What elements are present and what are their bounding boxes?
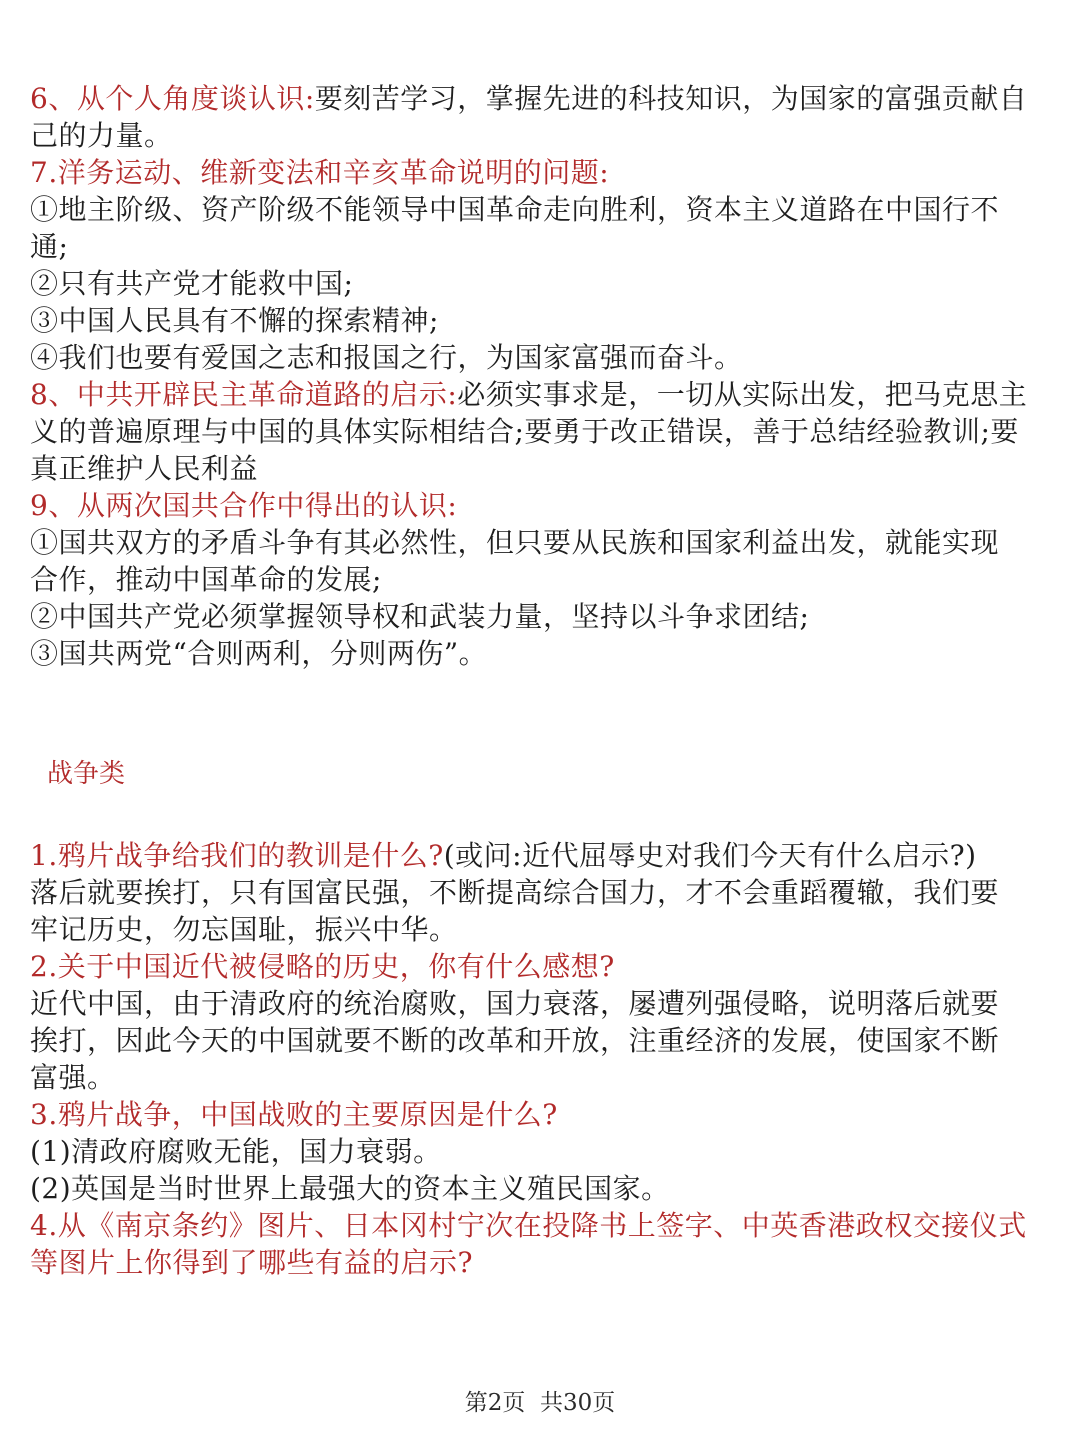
w1-answer-line: 牢记历史，勿忘国耻，振兴中华。 bbox=[30, 913, 458, 946]
q9-item-line: 合作，推动中国革命的发展; bbox=[30, 563, 382, 596]
q7-item-line: ④我们也要有爱国之志和报国之行，为国家富强而奋斗。 bbox=[30, 341, 743, 374]
spacer bbox=[30, 793, 1044, 837]
q6-line-2: 己的力量。 bbox=[30, 119, 173, 152]
q7-item-line: ③中国人民具有不懈的探索精神; bbox=[30, 304, 439, 337]
w2-answer-line: 近代中国，由于清政府的统治腐败，国力衰落，屡遭列强侵略，说明落后就要 bbox=[30, 987, 1000, 1020]
w4-label-line-1: 4.从《南京条约》图片、日本冈村宁次在投降书上签字、中英香港政权交接仪式 bbox=[30, 1209, 1027, 1242]
q9-item-line: ③国共两党“合则两利，分则两伤”。 bbox=[30, 637, 488, 670]
w2-answer-line: 挨打，因此今天的中国就要不断的改革和开放，注重经济的发展，使国家不断 bbox=[30, 1024, 1000, 1057]
q7-label: 7.洋务运动、维新变法和辛亥革命说明的问题: bbox=[30, 156, 610, 189]
q8-text-a: 必须实事求是，一切从实际出发，把马克思主 bbox=[457, 378, 1028, 411]
w1-answer-line: 落后就要挨打，只有国富民强，不断提高综合国力，才不会重蹈覆辙，我们要 bbox=[30, 876, 1000, 909]
q9-item-line: ②中国共产党必须掌握领导权和武装力量，坚持以斗争求团结; bbox=[30, 600, 810, 633]
q8-label: 8、中共开辟民主革命道路的启示: bbox=[30, 378, 458, 411]
q6-line-1 bbox=[30, 80, 1044, 117]
q9-label: 9、从两次国共合作中得出的认识: bbox=[30, 489, 458, 522]
w1-label: 1.鸦片战争给我们的教训是什么? bbox=[30, 839, 444, 872]
q6-label: 6、从个人角度谈认识: bbox=[30, 82, 315, 115]
section-title: 战争类 bbox=[47, 759, 126, 789]
page-footer: 第2页 共30页 bbox=[464, 1390, 616, 1416]
q8-line-3: 真正维护人民利益 bbox=[30, 452, 259, 485]
w1-question bbox=[30, 837, 1044, 874]
w3-label: 3.鸦片战争，中国战败的主要原因是什么? bbox=[30, 1098, 558, 1131]
w2-label: 2.关于中国近代被侵略的历史，你有什么感想? bbox=[30, 950, 615, 983]
q7-item-line: 通; bbox=[30, 230, 69, 263]
q7-item-line: ①地主阶级、资产阶级不能领导中国革命走向胜利，资本主义道路在中国行不 bbox=[30, 193, 1000, 226]
w3-answer-line: (2)英国是当时世界上最强大的资本主义殖民国家。 bbox=[30, 1172, 670, 1205]
w1-label-note: (或问:近代屈辱史对我们今天有什么启示?) bbox=[443, 839, 977, 872]
q7-item-line: ②只有共产党才能救中国; bbox=[30, 267, 354, 300]
w3-answer-line: (1)清政府腐败无能，国力衰弱。 bbox=[30, 1135, 442, 1168]
spacer bbox=[30, 672, 1044, 756]
q6-text-a: 要刻苦学习，掌握先进的科技知识，为国家的富强贡献自 bbox=[314, 82, 1028, 115]
w2-answer-line: 富强。 bbox=[30, 1061, 116, 1094]
q9-item-line: ①国共双方的矛盾斗争有其必然性，但只要从民族和国家利益出发，就能实现 bbox=[30, 526, 1000, 559]
q8-line-2: 义的普遍原理与中国的具体实际相结合;要勇于改正错误，善于总结经验教训;要 bbox=[30, 415, 1019, 448]
q8-line-1 bbox=[30, 376, 1044, 413]
w4-label-line-2: 等图片上你得到了哪些有益的启示? bbox=[30, 1246, 474, 1279]
